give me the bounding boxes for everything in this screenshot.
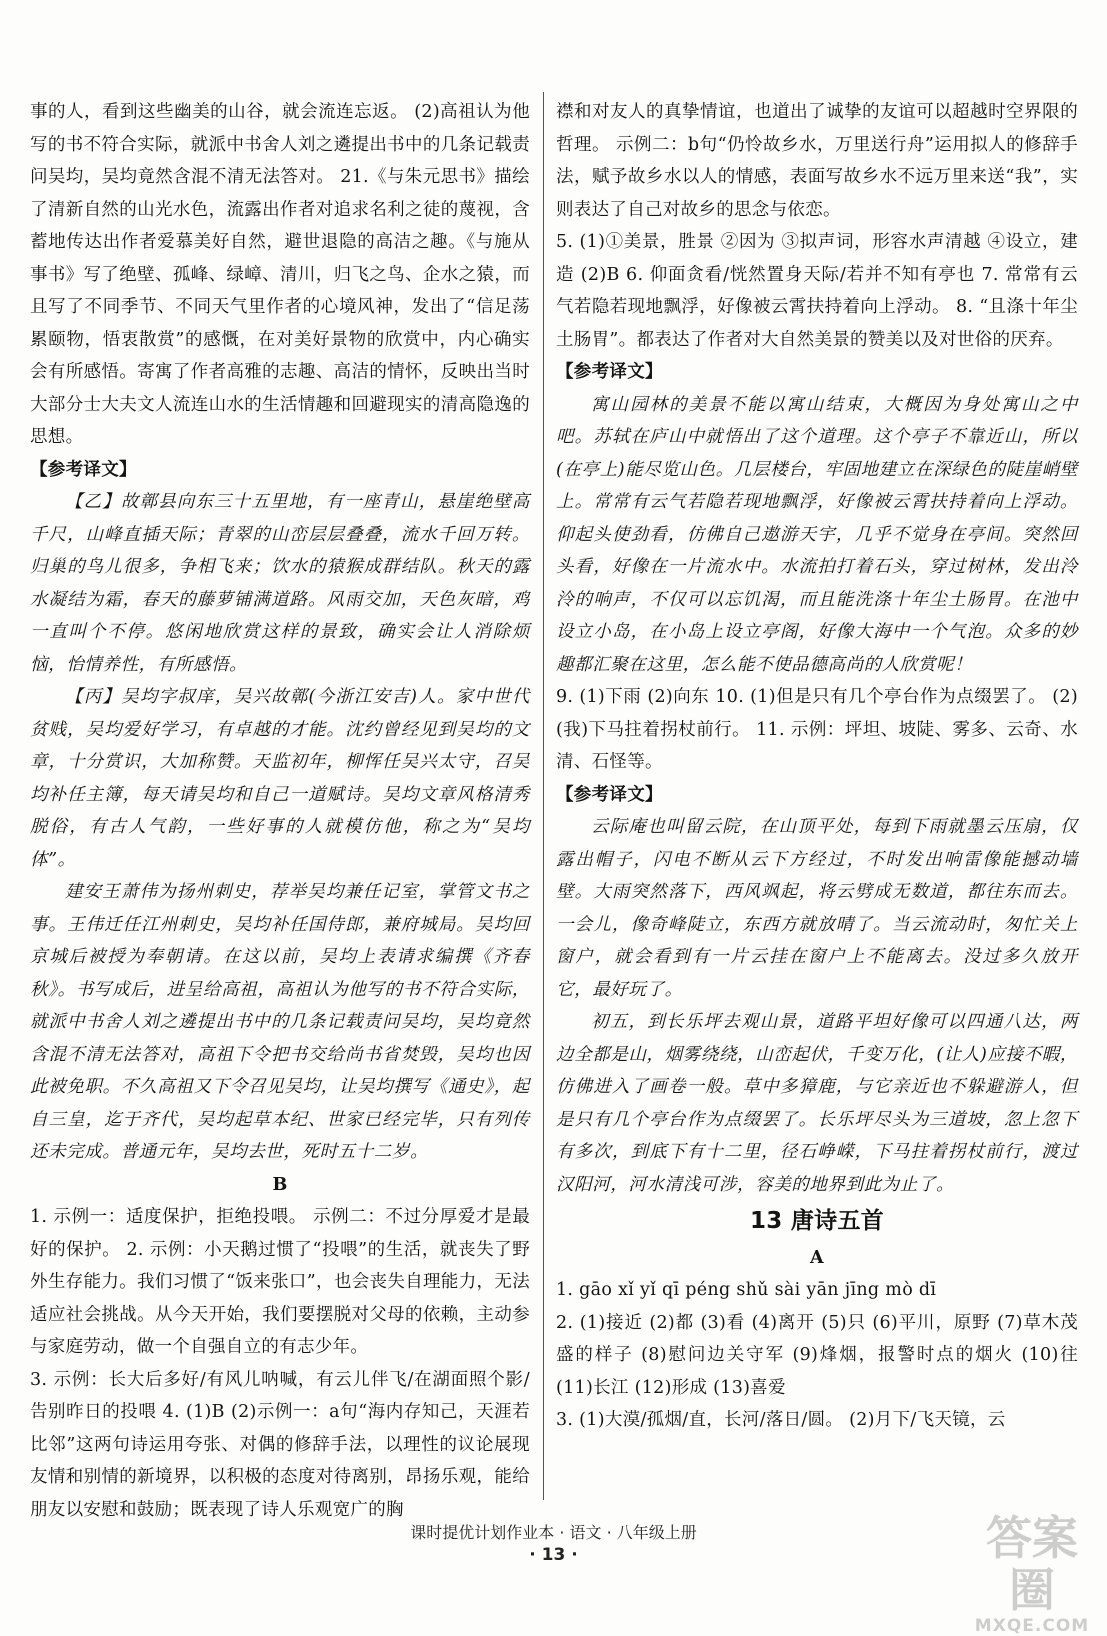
watermark-mark: 答案圈	[986, 1511, 1078, 1617]
reference-heading: 【参考译文】	[30, 459, 137, 480]
page-number: · 13 ·	[529, 1545, 578, 1565]
footer-book-title: 课时提优计划作业本 · 语文 · 八年级上册	[410, 1523, 697, 1542]
reference-heading: 【参考译文】	[556, 362, 663, 382]
column-divider	[543, 92, 544, 1500]
answers-a-3: 3. (1)大漠/孤烟/直，长河/落日/圆。 (2)月下/飞天镜，云	[556, 1410, 1006, 1430]
answers-9-11: 9. (1)下雨 (2)向东 10. (1)但是只有几个亭台作为点缀罢了。 (2)(我)下马拄着拐杖前行。 11. 示例：坪坦、坡陡、雾多、云奇、水清、石怪等。	[556, 687, 1078, 772]
translation-yi: 【乙】故鄣县向东三十五里地，有一座青山，悬崖绝壁高千尺，山峰直插天际；青翠的山峦层层叠叠，流水千回万转。归巢的鸟儿很多，争相飞来；饮水的猿猴成群结队。秋天的露水凝结为霜，春天的藤萝铺满道路。风雨交加，天色灰暗，鸡一直叫个不停。悠闲地欣赏这样的景致，确实会让人消除烦恼，怡情养性，有所感悟。	[30, 492, 530, 675]
watermark-logo	[973, 1511, 1091, 1636]
translation-yushan: 寓山园林的美景不能以寓山结束，大概因为身处寓山之中吧。苏轼在庐山中就悟出了这个道理。这个亭子不靠近山，所以(在亭上)能尽览山色。几层楼台，牢固地建立在深绿色的陡崖峭壁上。常常有云气若隐若现地飘浮，好像被云霄扶持着向上浮动。仰起头使劲看，仿佛自己遨游天宇，几乎不觉身在亭间。突然回头看，好像在一片流水中。水流拍打着石头，穿过树林，发出泠泠的响声，不仅可以忘饥渴，而且能洗涤十年尘土肠胃。在池中设立小岛，在小岛上设立亭阁，好像大海中一个气泡。众多的妙趣都汇聚在这里，怎么能不使品德高尚的人欣赏呢！	[556, 394, 1078, 675]
left-column	[30, 96, 530, 1526]
section-a-heading: A	[810, 1247, 824, 1268]
watermark-url: MXQE.COM	[974, 1616, 1090, 1636]
answer-paragraph: 事的人，看到这些幽美的山谷，就会流连忘返。 (2)高祖认为他写的书不符合实际，就派中书舍人刘之遴提出书中的几条记载责问吴均，吴均竟然含混不清无法答对。 21.《与朱元思书》描绘了清新自然的山光水色，流露出作者对追求名利之徒的蔑视，含蓄地传达出作者爱慕美好自然，避世退隐的高洁之趣。《与施从事书》写了绝壁、孤峰、绿嶂、清川，归飞之鸟、企水之猿，而且写了不同季节、不同天气里作者的心境风神，发出了“信足荡累颐物，悟衷散赏”的感慨，在对美好景物的欣赏中，内心确实会有所感悟。寄寓了作者高雅的志趣、高洁的情怀，反映出当时大部分士大夫文人流连山水的生活情趣和回避现实的清高隐逸的思想。	[30, 102, 530, 447]
section-b-heading: B	[272, 1174, 288, 1195]
right-column	[556, 96, 1078, 1437]
translation-changleping: 初五，到长乐坪去观山景，道路平坦好像可以四通八达，两边全都是山，烟雾绕绕，山峦起伏，千变万化，(让人)应接不暇，仿佛进入了画卷一般。草中多獐鹿，与它亲近也不躲避游人，但是只有几个亭台作为点缀罢了。长乐坪尽头为三道坡，忽上忽下有多次，到底下有十二里，径石峥嵘，下马拄着拐杖前行，渡过汉阳河，河水清浅可涉，容美的地界到此为止了。	[556, 1012, 1078, 1195]
translation-bing: 【丙】吴均字叔庠，吴兴故鄣(今浙江安吉)人。家中世代贫贱，吴均爱好学习，有卓越的才能。沈约曾经见到吴均的文章，十分赏识，大加称赞。天监初年，柳恽任吴兴太守，召吴均补任主簿，每天请吴均和自己一道赋诗。吴均文章风格清秀脱俗，有古人气韵，一些好事的人就模仿他，称之为“吴均体”。	[30, 687, 530, 870]
lesson-title: 13 唐诗五首	[749, 1208, 885, 1234]
pinyin-answers: 1. gāo xǐ yǐ qī péng shǔ sài yān jīng mò dī	[556, 1280, 937, 1300]
answers-b-1-2: 1. 示例一：适度保护，拒绝投喂。 示例二：不过分厚爱才是最好的保护。 2. 示例：小天鹅过惯了“投喂”的生活，就丧失了野外生存能力。我们习惯了“饭来张口”，也会丧失自理能力，无法适应社会挑战。从今天开始，我们要摆脱对父母的依赖，主动参与家庭劳动，做一个自强自立的有志少年。	[30, 1207, 530, 1357]
translation-yunji: 云际庵也叫留云院，在山顶平处，每到下雨就墨云压扇，仅露出帽子，闪电不断从云下方经过，不时发出响雷像能撼动墙壁。大雨突然落下，西风飒起，将云劈成无数道，都往东而去。一会儿，像奇峰陡立，东西方就放晴了。当云流动时，匆忙关上窗户，就会看到有一片云挂在窗户上不能离去。没过多久放开它，最好玩了。	[556, 817, 1078, 1000]
answers-a-2: 2. (1)接近 (2)都 (3)看 (4)离开 (5)只 (6)平川，原野 (7)草木茂盛的样子 (8)慰问边关守军 (9)烽烟，报警时点的烟火 (10)往 (11)长江 (12)形成 (13)喜爱	[556, 1312, 1078, 1398]
translation-jianan: 建安王萧伟为扬州刺史，荐举吴均兼任记室，掌管文书之事。王伟迁任江州刺史，吴均补任国侍郎，兼府城局。吴均回京城后被授为奉朝请。在这以前，吴均上表请求编撰《齐春秋》。书写成后，进呈给高祖，高祖认为他写的书不符合实际，就派中书舍人刘之遴提出书中的几条记载责问吴均，吴均竟然含混不清无法答对，高祖下令把书交给尚书省焚毁，吴均也因此被免职。不久高祖又下令召见吴均，让吴均撰写《通史》，起自三皇，迄于齐代，吴均起草本纪、世家已经完毕，只有列传还未完成。普通元年，吴均去世，死时五十二岁。	[30, 882, 530, 1162]
answers-5-8: 5. (1)①美景，胜景 ②因为 ③拟声词，形容水声清越 ④设立，建造 (2)B 6. 仰面贪看/恍然置身天际/若并不知有亭也 7. 常常有云气若隐若现地飘浮，好像被云霄扶持着向上浮动。 8. “且涤十年尘土肠胃”。都表达了作者对大自然美景的赞美以及对世俗的厌弃。	[556, 232, 1078, 350]
reference-heading-2: 【参考译文】	[556, 784, 663, 805]
answers-b-3-4: 3. 示例：长大后多好/有风儿呐喊，有云儿伴飞/在湖面照个影/告别昨日的投喂 4. (1)B (2)示例一：a句“海内存知己，天涯若比邻”这两句诗运用夸张、对偶的修辞手法，以理性的议论展现友情和别情的新境界，以积极的态度对待离别，昂扬乐观，能给朋友以安慰和鼓励；既表现了诗人乐观宽广的胸	[30, 1369, 530, 1520]
answer-continuation: 襟和对友人的真挚情谊，也道出了诚挚的友谊可以超越时空界限的哲理。 示例二：b句“仍怜故乡水，万里送行舟”运用拟人的修辞手法，赋予故乡水以人的情感，表面写故乡水不远万里来送“我”，实则表达了自己对故乡的思念与依恋。	[556, 102, 1078, 220]
